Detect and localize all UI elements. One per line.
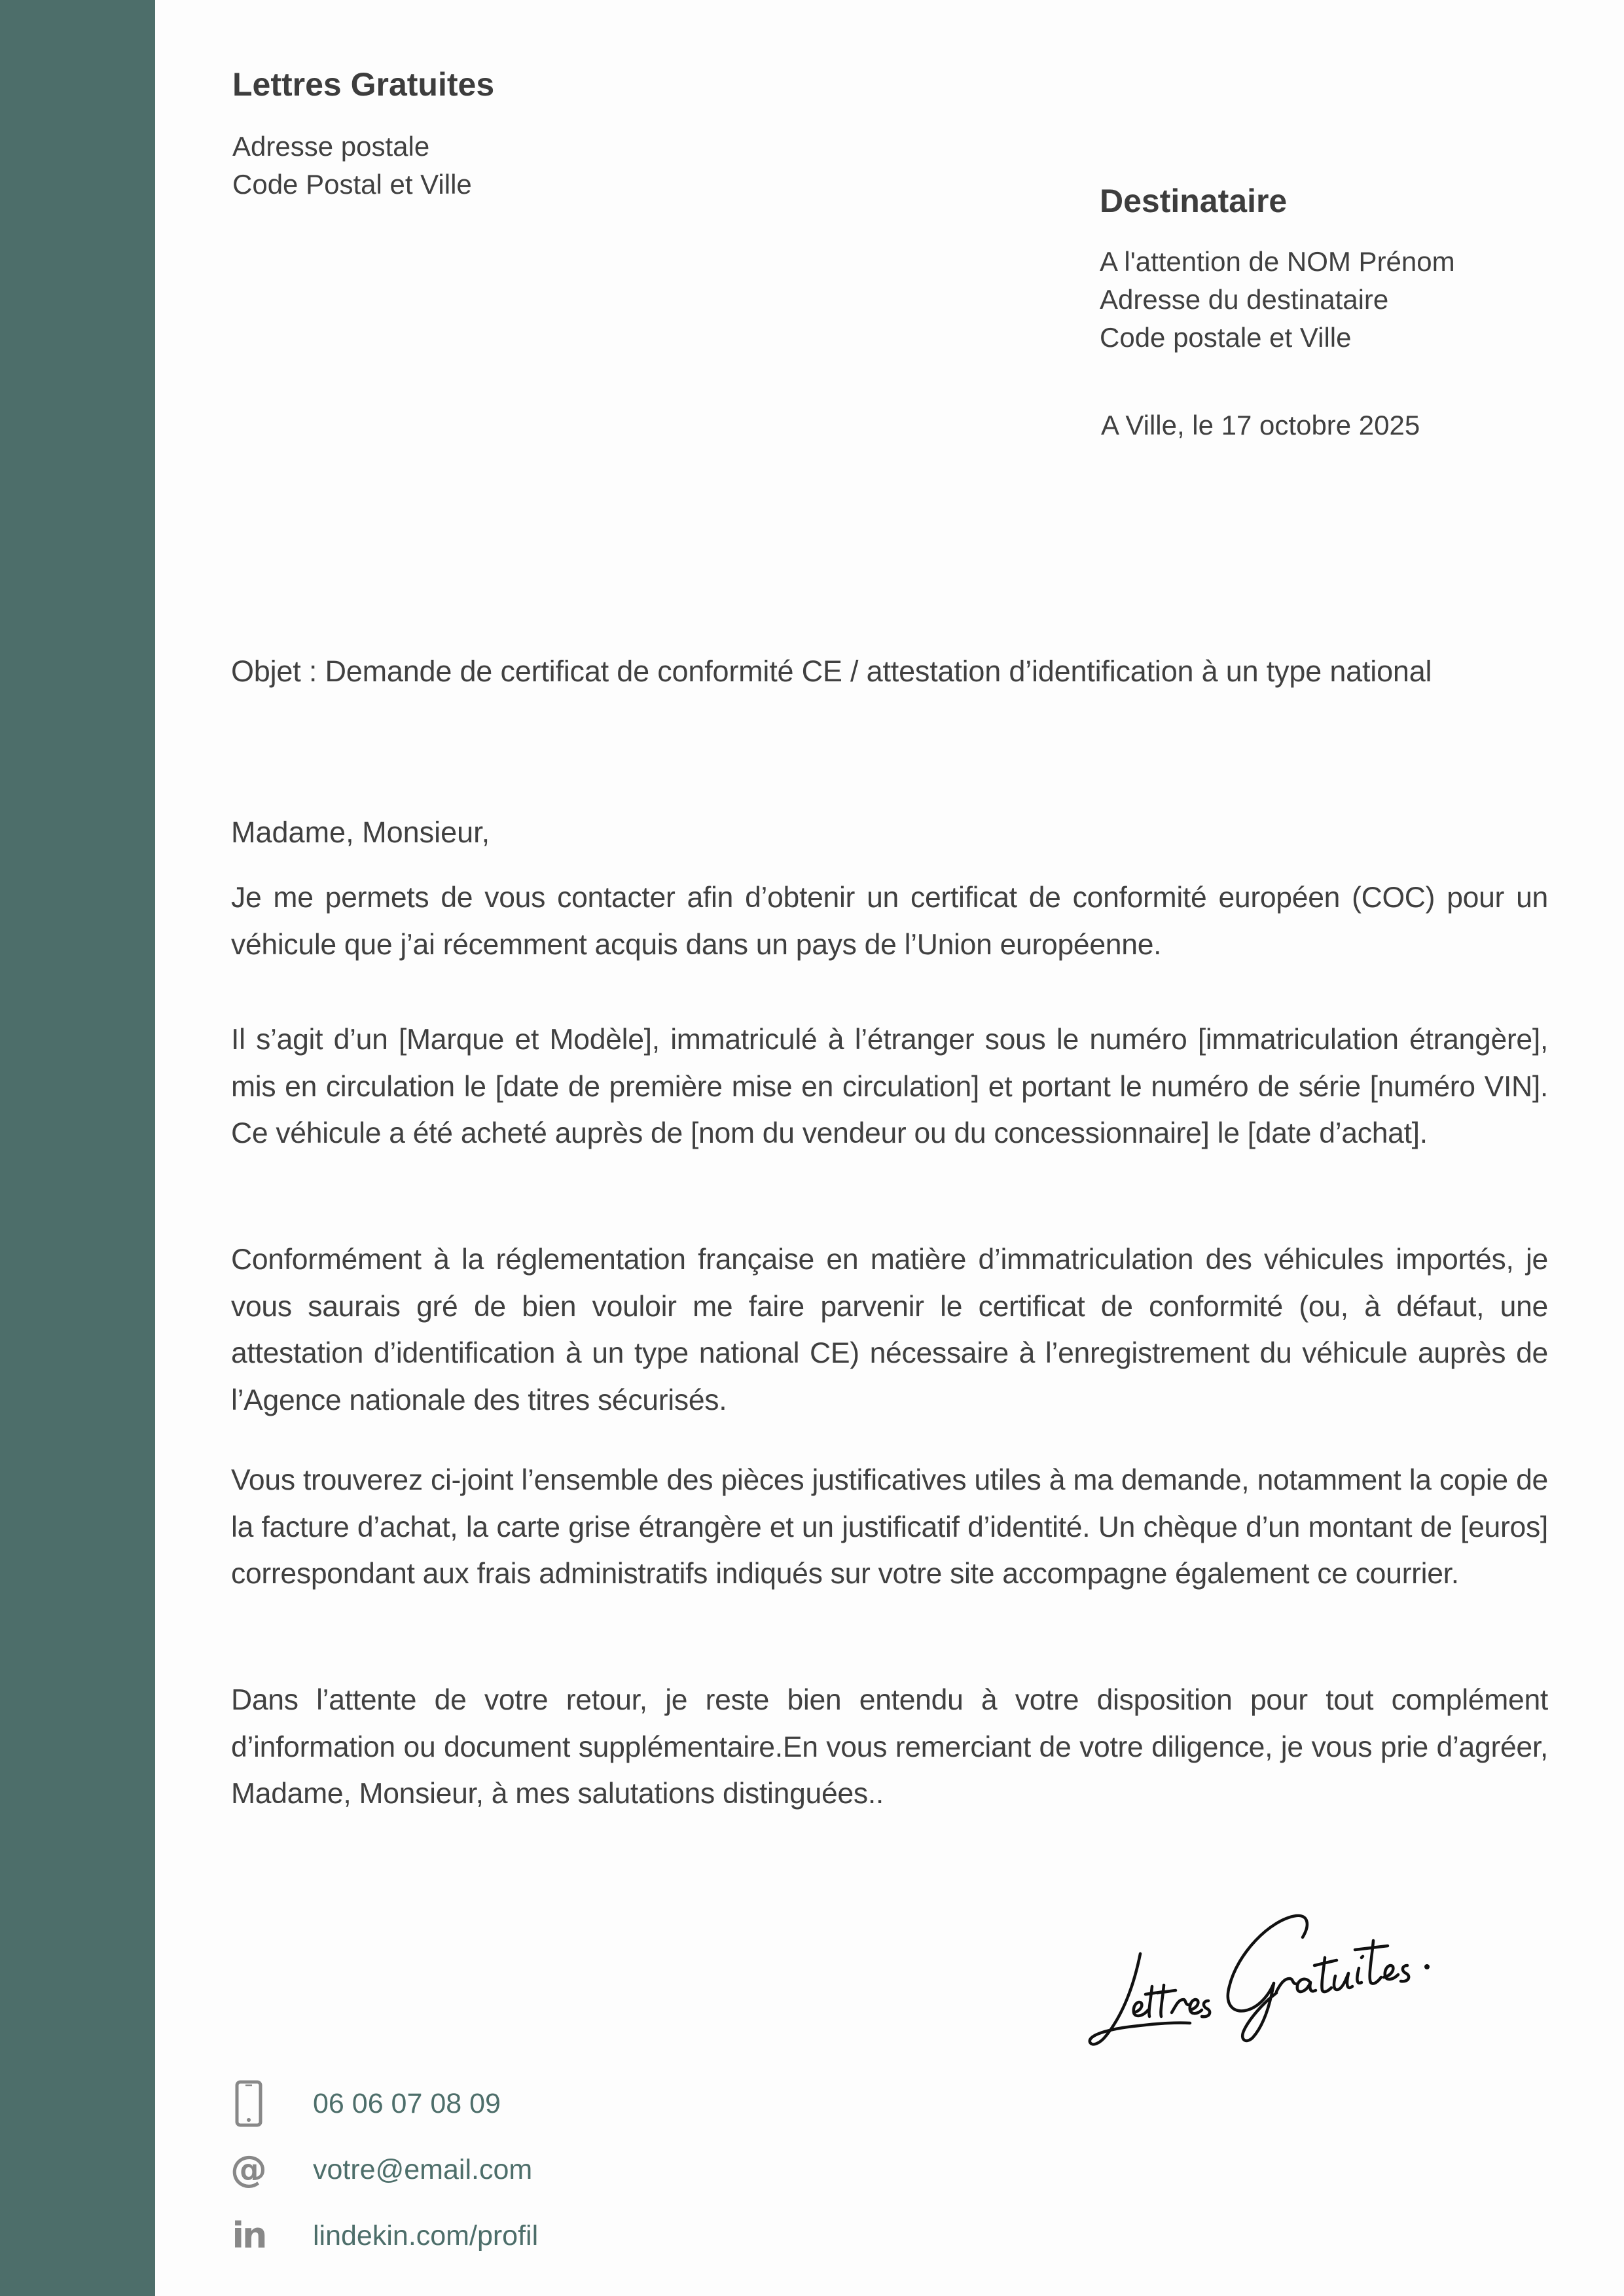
salutation: Madame, Monsieur, — [231, 816, 490, 849]
contact-phone-text: 06 06 07 08 09 — [313, 2087, 501, 2119]
body-paragraph-5: Dans l’attente de votre retour, je reste bien entendu à votre disposition pour tout complément d’information ou document supplémentaire.En vous remerciant de votre diligence, je vous prie d’agréer, Madame, Monsieur, à mes salutations distinguées.. — [231, 1684, 1548, 1810]
at-icon: @ — [230, 2148, 267, 2191]
letter-subject: Objet : Demande de certificat de conformité CE / attestation d’identification à un type national — [231, 655, 1432, 688]
signature-icon — [1080, 1895, 1460, 2052]
signature — [1080, 1895, 1460, 2052]
body-paragraph-1: Je me permets de vous contacter afin d’obtenir un certificat de conformité européen (COC) pour un véhicule que j’ai récemment acquis dans un pays de l’Union européenne. — [231, 882, 1548, 961]
contact-linkedin-text: lindekin.com/profil — [313, 2219, 539, 2251]
linkedin-icon: in — [232, 2215, 266, 2256]
sender-name: Lettres Gratuites — [232, 66, 495, 103]
contact-linkedin[interactable] — [229, 2210, 538, 2262]
recipient-city: Code postale et Ville — [1100, 322, 1352, 353]
phone-icon — [229, 2077, 268, 2130]
sidebar-band — [0, 0, 155, 2296]
sender-city: Code Postal et Ville — [232, 169, 472, 200]
contact-email[interactable] — [229, 2144, 532, 2196]
contact-email-text: votre@email.com — [313, 2153, 533, 2185]
body-paragraph-4: Vous trouverez ci-joint l’ensemble des pièces justificatives utiles à ma demande, notamment la copie de la facture d’achat, la carte grise étrangère et un justificatif d’identité. Un chèque d’un montant de [euros] correspondant aux frais administratifs indiqués sur votre site accompagne également ce courrier. — [231, 1464, 1548, 1590]
letter-date: A Ville, le 17 octobre 2025 — [1101, 410, 1420, 440]
recipient-attention: A l'attention de NOM Prénom — [1100, 246, 1455, 277]
recipient-address: Adresse du destinataire — [1100, 284, 1389, 315]
contact-phone[interactable] — [229, 2077, 501, 2130]
body-paragraph-3: Conformément à la réglementation française en matière d’immatriculation des véhicules importés, je vous saurais gré de bien vouloir me faire parvenir le certificat de conformité (ou, à défaut, une attestation d’identification à un type national CE) nécessaire à l’enregistrement du véhicule auprès de l’Agence nationale des titres sécurisés. — [231, 1244, 1548, 1416]
sender-address: Adresse postale — [232, 131, 430, 162]
recipient-title: Destinataire — [1100, 183, 1288, 219]
body-paragraph-2: Il s’agit d’un [Marque et Modèle], immatriculé à l’étranger sous le numéro [immatriculation étrangère], mis en circulation le [date de première mise en circulation] et portant le numéro de série [numéro VIN]. Ce véhicule a été acheté auprès de [nom du vendeur ou du concessionnaire] le [date d’achat]. — [231, 1024, 1548, 1149]
